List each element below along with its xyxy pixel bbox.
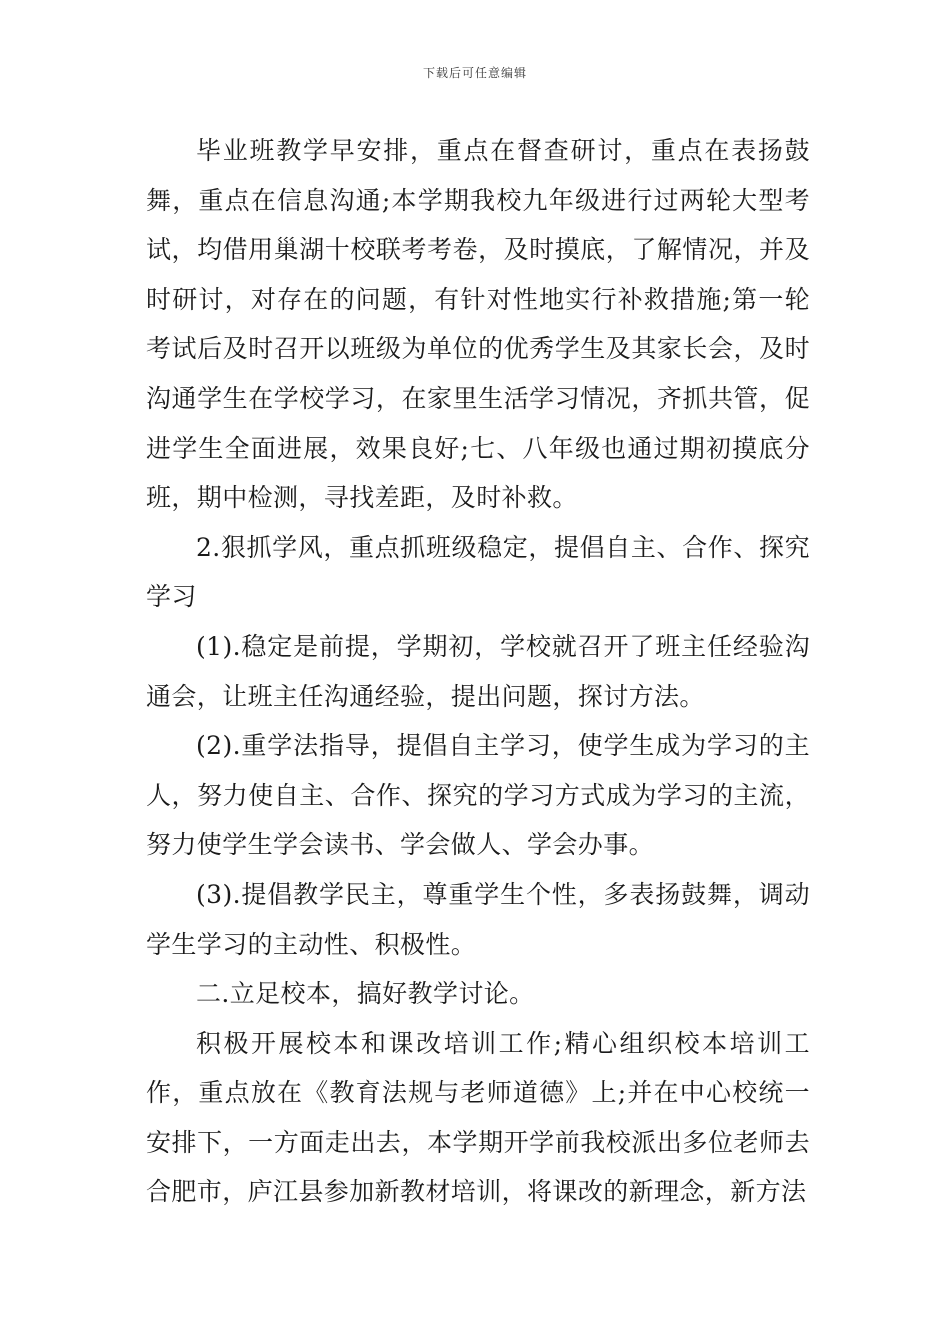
page-header: 下载后可任意编辑 (422, 66, 527, 80)
paragraph-item-1: (1).稳定是前提，学期初，学校就召开了班主任经验沟通会，让班主任沟通经验，提出问题，探讨方法。 (146, 631, 810, 711)
section-heading-school-based: 二.立足校本，搞好教学讨论。 (196, 979, 535, 1009)
paragraph-item-3: (3).提倡教学民主，尊重学生个性，多表扬鼓舞，调动学生学习的主动性、积极性。 (146, 879, 810, 959)
paragraph-item-2: (2).重学法指导，提倡自主学习，使学生成为学习的主人，努力使自主、合作、探究的学习方式成为学习的主流，努力使学生学会读书、学会做人、学会办事。 (146, 731, 810, 860)
paragraph-training: 积极开展校本和课改培训工作;精心组织校本培训工作，重点放在《教育法规与老师道德》上;并在中心校统一安排下，一方面走出去，本学期开学前我校派出多位老师去合肥市，庐江县参加新教材培训，将课改的新理念，新方法 (146, 1028, 810, 1207)
paragraph-graduating-class: 毕业班教学早安排，重点在督查研讨，重点在表扬鼓舞，重点在信息沟通;本学期我校九年级进行过两轮大型考试，均借用巢湖十校联考考卷，及时摸底，了解情况，并及时研讨，对存在的问题，有针对性地实行补救措施;第一轮考试后及时召开以班级为单位的优秀学生及其家长会，及时沟通学生在学校学习，在家里生活学习情况，齐抓共管，促进学生全面进展，效果良好;七、八年级也通过期初摸底分班，期中检测，寻找差距，及时补救。 (146, 136, 810, 513)
paragraph-study-style-heading: 2.狠抓学风，重点抓班级稳定，提倡自主、合作、探究学习 (146, 532, 810, 612)
document-body (146, 126, 810, 1217)
